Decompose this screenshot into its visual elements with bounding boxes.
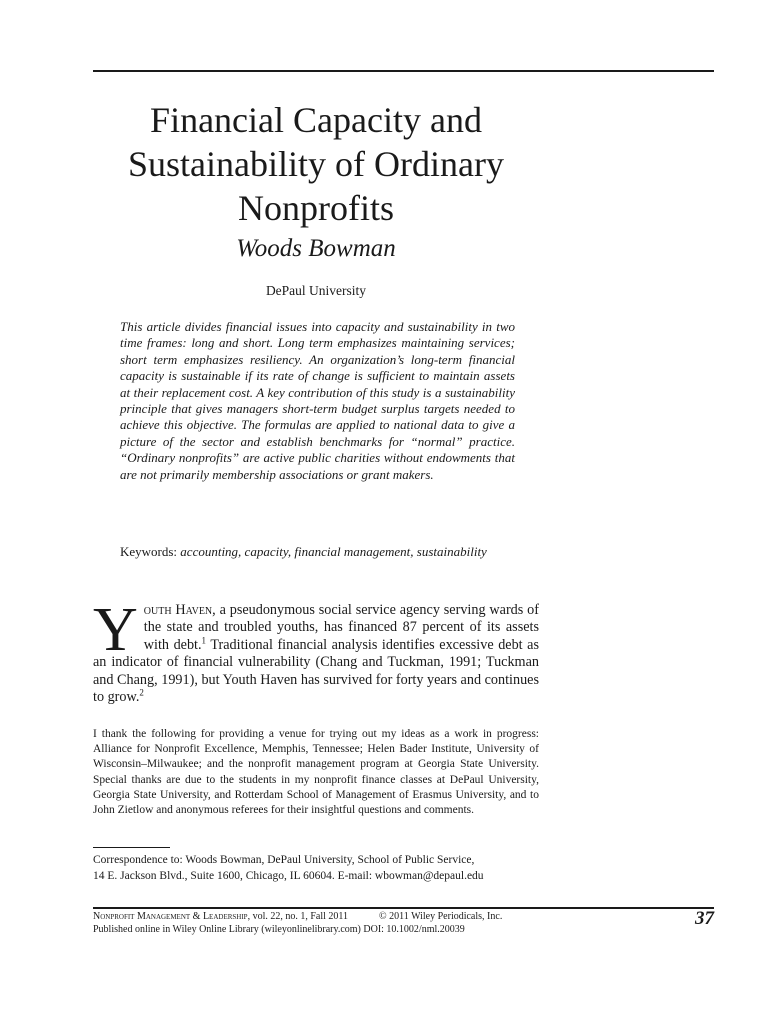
publication-info: Published online in Wiley Online Library (wileyonlinelibrary.com) DOI: 10.1002/nml.20039 [93, 924, 465, 935]
keywords-list: accounting, capacity, financial management, sustainability [180, 544, 487, 559]
volume-info: , vol. 22, no. 1, Fall 2011 [247, 911, 349, 922]
title-line-1: Financial Capacity and [150, 100, 482, 140]
journal-name: Nonprofit Management & Leadership [93, 911, 248, 922]
acknowledgment-note: I thank the following for providing a venue for trying out my ideas as a work in progress: Alliance for Nonprofit Excellence, Memphis, Tennessee; Helen Bader Institute, University of Wisconsin–Milwaukee; and the nonprofit management program at Georgia State University. Special thanks are due to the students in my nonprofit finance classes at DePaul University, Georgia State University, and Rotterdam School of Management of Erasmus University, and to John Zietlow and anonymous referees for their insightful questions and comments. [93, 728, 539, 817]
top-rule [93, 70, 714, 72]
author-name: Woods Bowman [236, 235, 396, 262]
body-text-part-2: Traditional financial analysis identifies excessive debt as an indicator of financial vulnerability (Chang and Tuckman, 1991; Tuckman and Chang, 1991), but Youth Haven has survived for forty years and continues to grow. [93, 636, 539, 706]
footnote-divider [93, 847, 170, 848]
keywords-label: Keywords: [120, 544, 178, 559]
copyright-notice: © 2011 Wiley Periodicals, Inc. [379, 911, 503, 922]
page-footer [93, 910, 633, 936]
correspondence-line-1: Correspondence to: Woods Bowman, DePaul University, School of Public Service, [93, 854, 475, 866]
lead-smallcaps: outh Haven [143, 602, 213, 618]
title-line-2: Sustainability of Ordinary [128, 144, 504, 184]
keywords [120, 543, 515, 560]
title-line-3: Nonprofits [238, 188, 394, 228]
article-title [93, 98, 539, 230]
footnote-ref-1: 1 [201, 635, 207, 646]
body-text-part-1: , a pseudonymous social service agency serving wards of the state and troubled youths, has financed 87 percent of its assets with debt. [143, 602, 539, 653]
correspondence-note [93, 852, 543, 884]
author-affiliation: DePaul University [265, 283, 367, 298]
drop-cap: Y [93, 596, 138, 664]
abstract: This article divides financial issues into capacity and sustainability in two time frames: long and short. Long term emphasizes maintaining services; short term emphasizes resiliency. An organization’s long-term financial capacity is sustainable if its rate of change is sufficient to maintain assets at their replacement cost. A key contribution of this study is a sustainability principle that gives managers short-term budget surplus targets needed to achieve this objective. The formulas are applied to national data to give a picture of the sector and establish benchmarks for “normal” practice. “Ordinary nonprofits” are active public charities without endowments that are not primarily membership associations or grant makers. [120, 319, 515, 482]
footer-rule [93, 907, 714, 909]
page-number: 37 [695, 908, 714, 929]
footnote-ref-2: 2 [139, 687, 144, 698]
correspondence-line-2: 14 E. Jackson Blvd., Suite 1600, Chicago, IL 60604. E-mail: wbowman@depaul.edu [93, 870, 484, 882]
body-paragraph [93, 596, 539, 706]
